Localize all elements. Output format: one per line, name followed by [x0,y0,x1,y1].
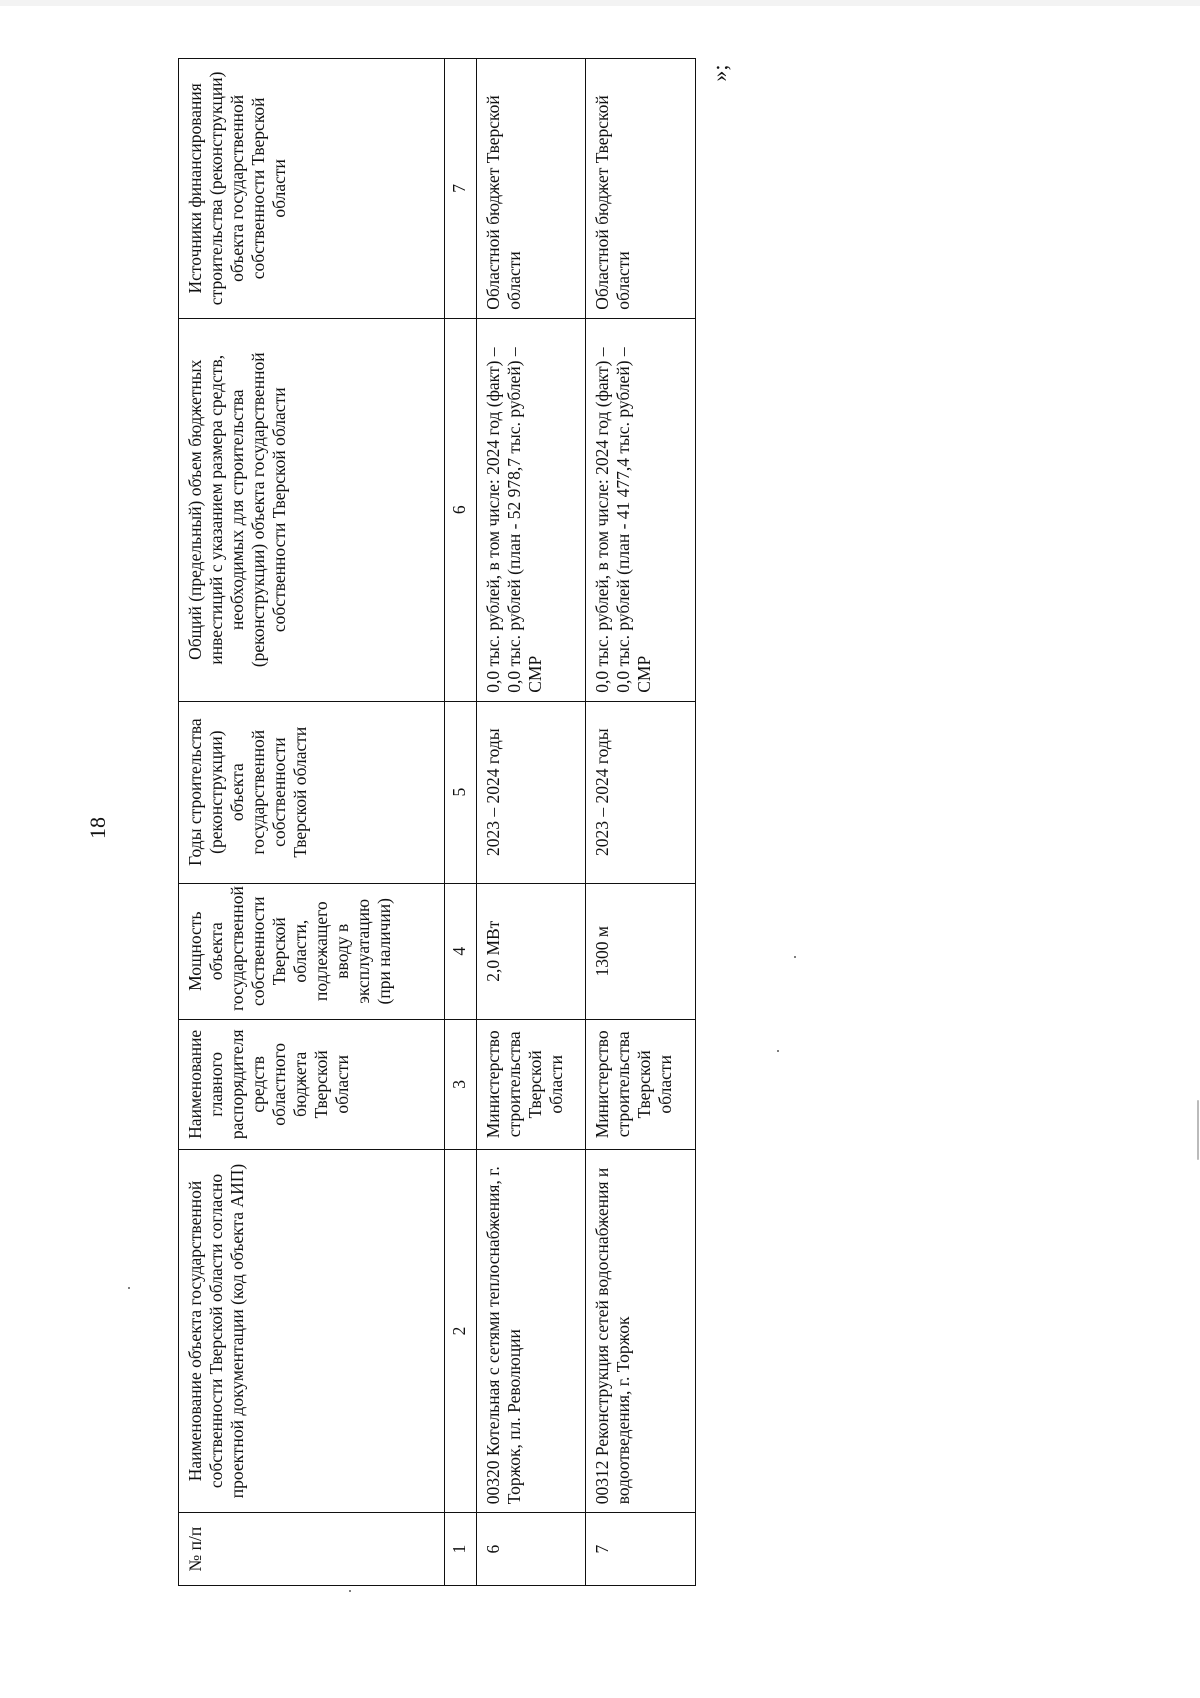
manager-name: Министерство строительства Тверской области [586,1019,696,1149]
manager-name: Министерство строительства Тверской области [476,1019,586,1149]
construction-years: 2023 – 2024 годы [476,701,586,883]
table-row [586,59,696,1586]
header-cell-power: Мощность объекта государственной собственности Тверской области, подлежащего вводу в эксплуатацию (при наличии) [179,883,445,1019]
investment-table [178,58,696,1586]
page-number: 18 [85,817,110,839]
header-row [179,59,445,1586]
scan-speck [128,1287,130,1289]
column-number: 7 [444,59,476,319]
object-power: 2,0 МВт [476,883,586,1019]
table-row [476,59,586,1586]
column-number: 6 [444,318,476,701]
row-number: 6 [476,1513,586,1586]
scan-edge-mark [1197,1100,1199,1160]
investment-volume: 0,0 тыс. рублей, в том числе: 2024 год (факт) – 0,0 тыс. рублей (план - 52 978,7 тыс. рублей) – СМР [476,318,586,701]
scan-speck [777,1050,779,1052]
object-name: 00312 Реконструкция сетей водоснабжения и водоотведения, г. Торжок [586,1149,696,1513]
column-number: 4 [444,883,476,1019]
scan-speck [794,956,796,958]
scan-speck [349,1590,351,1592]
column-number: 5 [444,701,476,883]
header-cell-object-name: Наименование объекта государственной собственности Тверской области согласно проектной документации (код объекта АИП) [179,1149,445,1513]
closing-quote-mark: »; [707,64,732,82]
row-number: 7 [586,1513,696,1586]
header-cell-investment: Общий (предельный) объем бюджетных инвестиций с указанием размера средств, необходимых для строительства (реконструкции) объекта государственной собственности Тверской области [179,318,445,701]
header-cell-years: Годы строительства (реконструкции) объекта государственной собственности Тверской области [179,701,445,883]
header-cell-source: Источники финансирования строительства (реконструкции) объекта государственной собственности Тверской области [179,59,445,319]
investment-volume: 0,0 тыс. рублей, в том числе: 2024 год (факт) – 0,0 тыс. рублей (план - 41 477,4 тыс. рублей) – СМР [586,318,696,701]
funding-source: Областной бюджет Тверской области [586,59,696,319]
object-name: 00320 Котельная с сетями теплоснабжения, г. Торжок, пл. Революции [476,1149,586,1513]
header-cell-no: № п/п [179,1513,445,1586]
column-number-row [444,59,476,1586]
column-number: 3 [444,1019,476,1149]
object-power: 1300 м [586,883,696,1019]
header-cell-manager: Наименование главного распорядителя средств областного бюджета Тверской области [179,1019,445,1149]
column-number: 1 [444,1513,476,1586]
funding-source: Областной бюджет Тверской области [476,59,586,319]
scan-edge [0,0,1200,6]
investment-table-container [178,58,696,1586]
column-number: 2 [444,1149,476,1513]
construction-years: 2023 – 2024 годы [586,701,696,883]
